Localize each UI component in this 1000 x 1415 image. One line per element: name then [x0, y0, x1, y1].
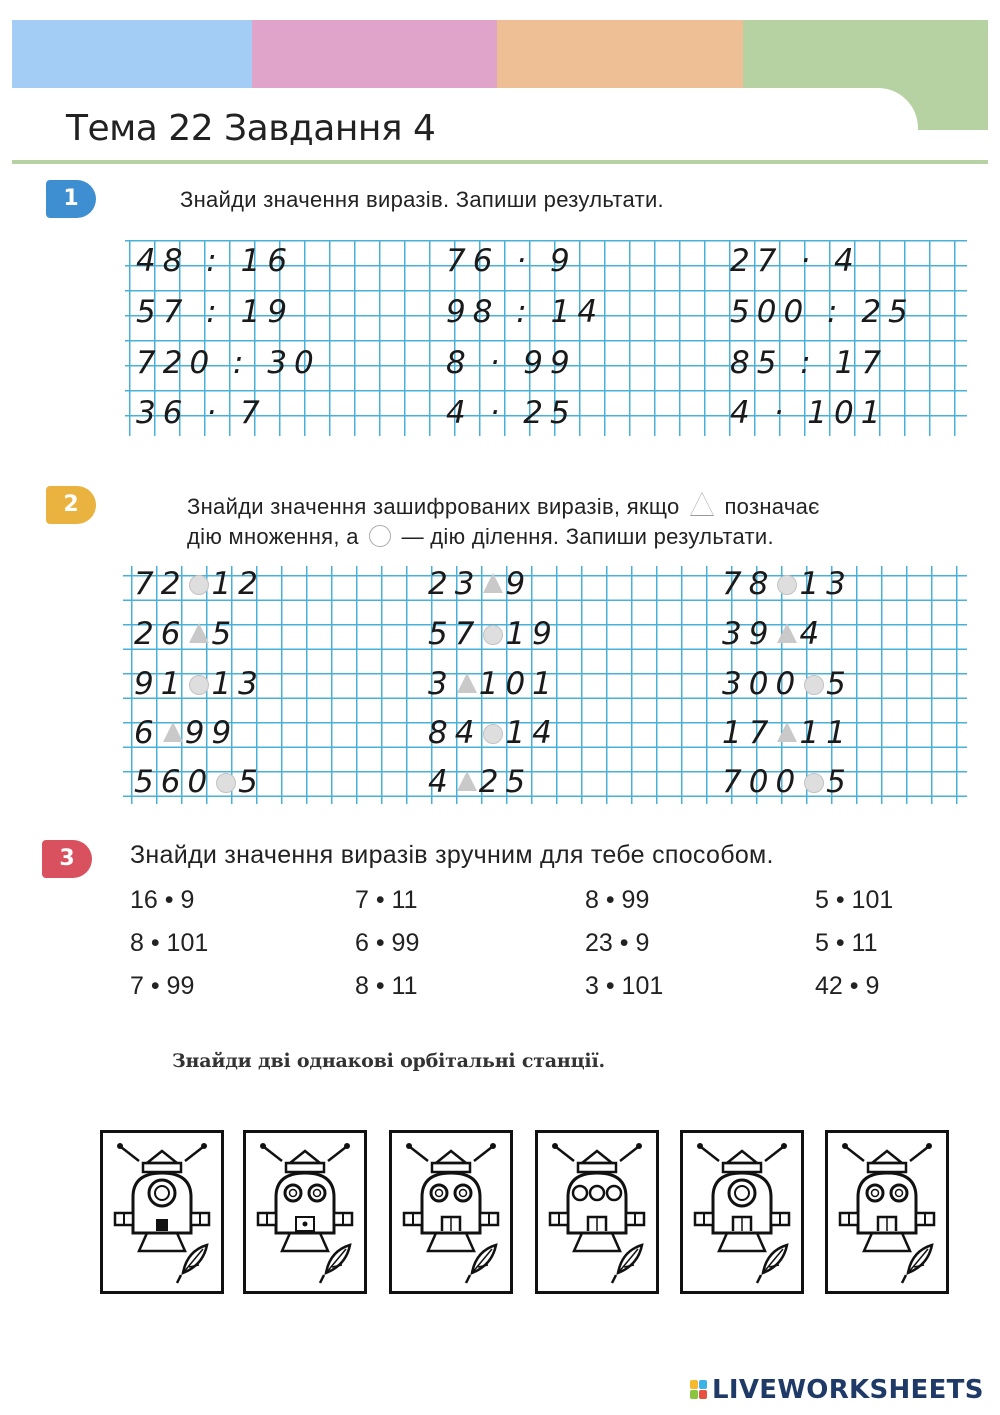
- task-1-expression: 4 · 101: [730, 395, 888, 431]
- task-1-badge: 1: [46, 180, 96, 218]
- task-3-expression: 16 • 9: [130, 886, 195, 914]
- operand-left: 91: [134, 666, 188, 702]
- operand-left: 26: [134, 616, 188, 652]
- header-band-orange: [497, 20, 743, 88]
- task-2-expression: [428, 666, 559, 702]
- title-divider: [12, 160, 988, 164]
- operand-left: 4: [428, 764, 455, 800]
- task-3-instruction: Знайди значення виразів зручним для тебе способом.: [130, 841, 774, 869]
- operand-left: 57: [428, 616, 482, 652]
- header-band-pink: [252, 20, 497, 88]
- task-1-expression: 8 · 99: [446, 345, 577, 381]
- task-3-expression: 7 • 11: [355, 886, 418, 914]
- operand-left: 560: [134, 764, 215, 800]
- task-1-expression: 98 : 14: [446, 294, 605, 330]
- operand-right: 5: [826, 666, 853, 702]
- triangle-operator-icon: [777, 623, 797, 643]
- circle-symbol-icon: [369, 525, 391, 547]
- operand-left: 78: [722, 566, 776, 602]
- operand-left: 6: [134, 715, 161, 751]
- operand-left: 84: [428, 715, 482, 751]
- task-3-expression: 42 • 9: [815, 972, 880, 1000]
- task-3-expression: 6 • 99: [355, 929, 420, 957]
- task-2-instruction-line-1: [187, 490, 967, 520]
- task-2-instruction-text-2b: — дію ділення. Запиши результати.: [401, 524, 774, 549]
- triangle-operator-icon: [163, 722, 183, 742]
- task-1-expression: 36 · 7: [136, 395, 267, 431]
- operand-right: 101: [478, 666, 559, 702]
- operand-left: 17: [722, 715, 776, 751]
- task-2-expression: [722, 566, 853, 602]
- circle-operator-icon: [483, 724, 503, 744]
- operand-right: 9: [505, 566, 533, 602]
- task-3-expression: 5 • 11: [815, 929, 878, 957]
- task-2-expression: [428, 715, 559, 751]
- task-2-expression: [134, 666, 265, 702]
- circle-operator-icon: [216, 773, 236, 793]
- task-1-expression: 76 · 9: [446, 243, 577, 279]
- task-2-expression: [428, 616, 559, 652]
- triangle-symbol-icon: [690, 492, 714, 516]
- triangle-operator-icon: [483, 573, 503, 593]
- operand-right: 13: [799, 566, 853, 602]
- header-band-blue: [12, 20, 252, 88]
- liveworksheets-icon: [690, 1379, 708, 1401]
- orbital-station-icon: [828, 1133, 946, 1291]
- operand-left: 300: [722, 666, 803, 702]
- task-1-expression: 500 : 25: [730, 294, 915, 330]
- task-1-expression: 57 : 19: [136, 294, 295, 330]
- task-2-expression: [134, 764, 265, 800]
- circle-operator-icon: [804, 675, 824, 695]
- operand-left: 72: [134, 566, 188, 602]
- task-3-expression: 8 • 99: [585, 886, 650, 914]
- operand-right: 4: [799, 616, 827, 652]
- operand-right: 5: [238, 764, 265, 800]
- task-2-expression: [722, 616, 827, 652]
- puzzle-title: Знайди дві однакові орбітальні станції.: [172, 1050, 605, 1072]
- station-card[interactable]: [535, 1130, 659, 1294]
- orbital-station-icon: [683, 1133, 801, 1291]
- task-1-expression: 48 : 16: [136, 243, 295, 279]
- task-2-expression: [134, 616, 239, 652]
- operand-right: 19: [505, 616, 559, 652]
- station-card[interactable]: [825, 1130, 949, 1294]
- operand-right: 12: [211, 566, 265, 602]
- orbital-station-icon: [103, 1133, 221, 1291]
- liveworksheets-brand: LIVEWORKSHEETS: [712, 1375, 984, 1405]
- operand-right: 5: [826, 764, 853, 800]
- task-3-badge: 3: [42, 840, 92, 878]
- station-card[interactable]: [100, 1130, 224, 1294]
- operand-left: 700: [722, 764, 803, 800]
- orbital-station-icon: [246, 1133, 364, 1291]
- operand-left: 23: [428, 566, 482, 602]
- triangle-operator-icon: [777, 722, 797, 742]
- task-2-expression: [722, 666, 853, 702]
- task-1-instruction: Знайди значення виразів. Запиши результати.: [180, 187, 664, 212]
- task-2-expression: [134, 715, 239, 751]
- task-2-expression: [134, 566, 265, 602]
- operand-right: 11: [799, 715, 853, 751]
- task-1-expression: 85 : 17: [730, 345, 889, 381]
- operand-right: 5: [211, 616, 239, 652]
- task-3-expression: 8 • 11: [355, 972, 418, 1000]
- task-1-expression: 4 · 25: [446, 395, 577, 431]
- station-card[interactable]: [680, 1130, 804, 1294]
- task-2-instruction-text-2a: дію множення, а: [187, 524, 359, 549]
- task-1-expression: 720 : 30: [136, 345, 321, 381]
- task-3-expression: 8 • 101: [130, 929, 209, 957]
- circle-operator-icon: [189, 575, 209, 595]
- triangle-operator-icon: [457, 771, 477, 791]
- page-title: Тема 22 Завдання 4: [66, 108, 436, 149]
- circle-operator-icon: [777, 575, 797, 595]
- task-2-expression: [722, 764, 853, 800]
- operand-left: 3: [428, 666, 455, 702]
- liveworksheets-logo: [690, 1375, 984, 1405]
- task-2-expression: [428, 764, 533, 800]
- task-2-instruction-line-2: [187, 524, 774, 550]
- task-2-instruction-text-1b: позначає: [724, 494, 820, 519]
- orbital-station-icon: [538, 1133, 656, 1291]
- task-3-expression: 23 • 9: [585, 929, 650, 957]
- operand-right: 99: [184, 715, 239, 751]
- orbital-station-icon: [392, 1133, 510, 1291]
- station-card[interactable]: [389, 1130, 513, 1294]
- task-1-expression: 27 · 4: [730, 243, 861, 279]
- station-card[interactable]: [243, 1130, 367, 1294]
- header-band-green: [743, 20, 988, 88]
- task-2-badge: 2: [46, 486, 96, 524]
- circle-operator-icon: [483, 625, 503, 645]
- task-3-expression: 5 • 101: [815, 886, 894, 914]
- operand-right: 14: [505, 715, 559, 751]
- operand-right: 13: [211, 666, 265, 702]
- triangle-operator-icon: [189, 623, 209, 643]
- task-3-expression: 3 • 101: [585, 972, 664, 1000]
- task-2-instruction-text-1a: Знайди значення зашифрованих виразів, якщо: [187, 494, 680, 519]
- task-2-expression: [428, 566, 533, 602]
- task-3-expression: 7 • 99: [130, 972, 195, 1000]
- circle-operator-icon: [189, 675, 209, 695]
- circle-operator-icon: [804, 773, 824, 793]
- operand-right: 25: [478, 764, 533, 800]
- triangle-operator-icon: [457, 673, 477, 693]
- operand-left: 39: [722, 616, 776, 652]
- task-2-expression: [722, 715, 853, 751]
